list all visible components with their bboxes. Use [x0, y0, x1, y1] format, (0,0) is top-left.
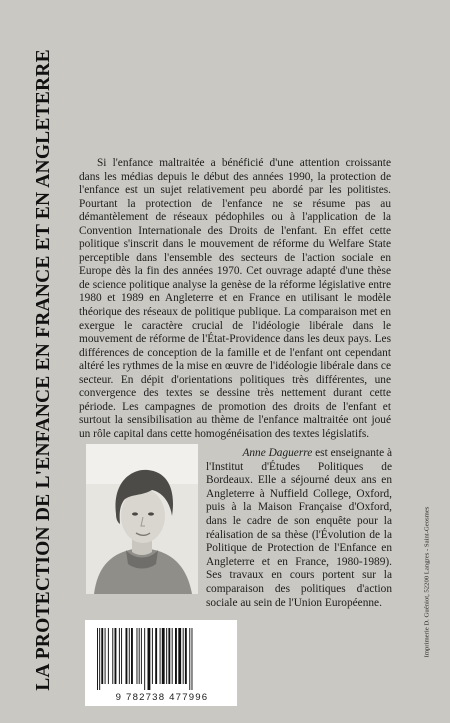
blurb-text [79, 157, 391, 441]
barcode-bar [192, 628, 193, 690]
bio-text: l'Institut d'Études Politiques de Bordeaux. Elle a séjourné deux ans en Angleterre à Nuffield College, Oxford, puis à la Maison Française d'Oxford, dans le cadre de son enquête pour la réalisation de sa thèse (l'Évolution de la Politique de Protection de l'Enfance en Angleterre et en France, 1980-1989). Ses travaux en cours portent sur la comparaison des politiques d'action sociale au sein de l'Union Européenne. [206, 460, 392, 609]
barcode-bar [115, 628, 117, 684]
barcode-bar [178, 628, 181, 684]
barcode-bar [168, 628, 170, 684]
author-photo [86, 444, 198, 594]
barcode-bar [189, 628, 190, 690]
barcode-bar [126, 628, 128, 684]
spine-title [20, 40, 68, 700]
barcode-bar [166, 628, 167, 684]
author-bio [206, 447, 392, 610]
barcode-bar [112, 628, 113, 684]
barcode-bar [129, 628, 130, 684]
barcode-bar [155, 628, 157, 684]
barcode-bar [141, 628, 142, 684]
barcode-bar [185, 628, 187, 684]
barcode-bar [152, 628, 153, 684]
barcode-bar [139, 628, 140, 684]
barcode-bar [162, 628, 165, 684]
spine-title-text: LA PROTECTION DE L'ENFANCE EN FRANCE ET EN ANGLETERRE [33, 49, 54, 691]
bio-first-line-rest: est enseignante à [312, 447, 392, 459]
printer-imprint-text: Imprimerie D. Guéniot, 52200 Langres - Saint-Geosmes [423, 506, 431, 658]
barcode-bar [183, 628, 184, 684]
barcode-bar [144, 628, 145, 690]
blurb-paragraph: Si l'enfance maltraitée a bénéficié d'une attention croissante dans les médias depuis le début des années 1990, la protection de l'enfance est un sujet relativement peu abordé par les politistes. Pourtant la protection de l'enfance ne se résume pas au démantèlement de réseaux pédophiles ou à l'application de la Convention Internationale des Droits de l'enfant. En effet cette politique s'inscrit dans le mouvement de réforme du Welfare State perceptible dans l'ensemble des secteurs de l'action sociale en Europe dès la fin des années 1970. Cet ouvrage adapté d'une thèse de science politique analyse la genèse de la réforme législative entre 1980 et 1989 en Angleterre et en France en utilisant le modèle théorique des réseaux de politique publique. La comparaison met en exergue le caractère crucial de l'idéologie libérale dans le mouvement de réforme de l'État-Providence dans les deux pays. Les différences de conception de la famille et de l'enfant ont cependant altéré les rythmes de la mise en œuvre de l'idéologie libérale dans ce secteur. En dépit d'orientations politiques très différentes, une convergence des textes se dessine très nettement durant cette période. Les campagnes de promotion des droits de l'enfant et surtout la sensibilisation au thème de l'enfance maltraitée ont joué un rôle capital dans cette homogénéisation des textes législatifs. [79, 157, 391, 440]
author-portrait-image [86, 444, 198, 594]
barcode-bar [160, 628, 161, 684]
barcode-bar [148, 628, 151, 690]
bio-first-line [206, 447, 392, 461]
barcode-bar [97, 628, 98, 690]
author-name: Anne Daguerre [242, 447, 313, 459]
barcode-bar [137, 628, 138, 684]
barcode-bar [119, 628, 120, 684]
barcode-bar [175, 628, 177, 684]
printer-imprint [412, 462, 442, 702]
barcode-bars [93, 628, 229, 690]
barcode-bar [101, 628, 103, 684]
barcode-bar [105, 628, 106, 684]
barcode-bar [131, 628, 133, 684]
barcode-number: 9 782738 477996 [115, 692, 209, 703]
barcode-bar [99, 628, 100, 690]
barcode-bar [172, 628, 173, 684]
isbn-barcode [85, 620, 237, 706]
barcode-bar [108, 628, 109, 684]
barcode-bar [121, 628, 122, 684]
